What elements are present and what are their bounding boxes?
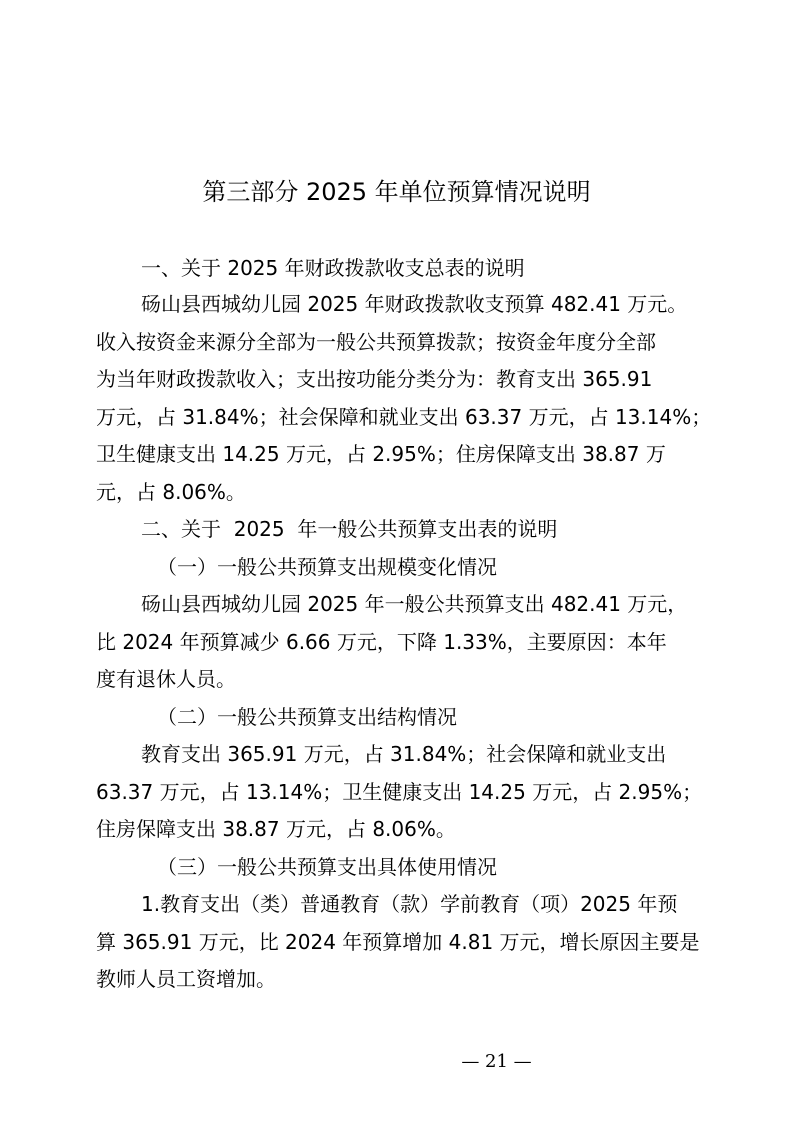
section1-paragraph-line: 万元，占 31.84%；社会保障和就业支出 63.37 万元，占 13.14%； bbox=[96, 405, 712, 429]
section1-heading: 一、关于 2025 年财政拨款收支总表的说明 bbox=[141, 256, 525, 280]
section1-paragraph-line: 砀山县西城幼儿园 2025 年财政拨款收支预算 482.41 万元。 bbox=[141, 292, 688, 316]
section2-heading: 二、关于 2025 年一般公共预算支出表的说明 bbox=[141, 517, 558, 541]
subsection3-paragraph-line: 教师人员工资增加。 bbox=[96, 967, 276, 991]
subsection1-paragraph-line: 比 2024 年预算减少 6.66 万元，下降 1.33%，主要原因：本年 bbox=[96, 630, 667, 654]
subsection3-heading: （三）一般公共预算支出具体使用情况 bbox=[157, 855, 497, 879]
subsection1-heading: （一）一般公共预算支出规模变化情况 bbox=[157, 555, 497, 579]
subsection3-paragraph-line: 1.教育支出（类）普通教育（款）学前教育（项）2025 年预 bbox=[141, 892, 678, 916]
subsection2-paragraph-line: 63.37 万元，占 13.14%；卫生健康支出 14.25 万元，占 2.95%； bbox=[96, 780, 703, 804]
section1-paragraph-line: 元，占 8.06%。 bbox=[96, 480, 246, 504]
section1-paragraph-line: 卫生健康支出 14.25 万元，占 2.95%；住房保障支出 38.87 万 bbox=[96, 442, 666, 466]
subsection2-heading: （二）一般公共预算支出结构情况 bbox=[157, 705, 457, 729]
subsection2-paragraph-line: 住房保障支出 38.87 万元，占 8.06%。 bbox=[96, 817, 456, 841]
page-title: 第三部分 2025 年单位预算情况说明 bbox=[202, 178, 591, 206]
subsection1-paragraph-line: 度有退休人员。 bbox=[96, 667, 236, 691]
page-number: — 21 — bbox=[461, 1051, 532, 1072]
section1-paragraph-line: 为当年财政拨款收入；支出按功能分类分为：教育支出 365.91 bbox=[96, 367, 653, 391]
subsection3-paragraph-line: 算 365.91 万元，比 2024 年预算增加 4.81 万元，增长原因主要是 bbox=[96, 930, 700, 954]
subsection1-paragraph-line: 砀山县西城幼儿园 2025 年一般公共预算支出 482.41 万元， bbox=[141, 592, 688, 616]
section1-paragraph-line: 收入按资金来源分全部为一般公共预算拨款；按资金年度分全部 bbox=[96, 330, 656, 354]
subsection2-paragraph-line: 教育支出 365.91 万元，占 31.84%；社会保障和就业支出 bbox=[141, 742, 667, 766]
